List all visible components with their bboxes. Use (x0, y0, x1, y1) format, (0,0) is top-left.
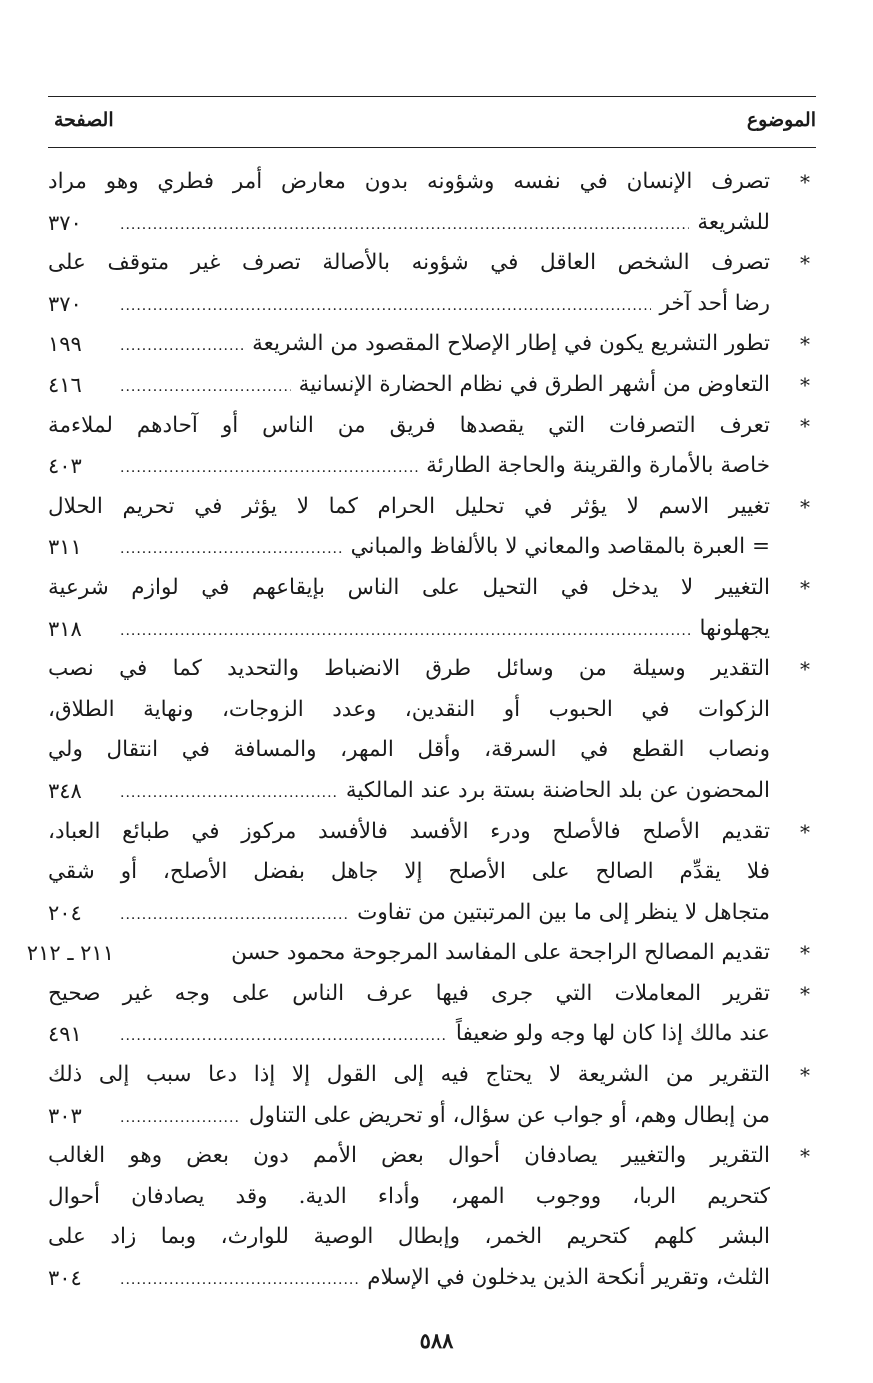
index-entry (48, 974, 816, 1055)
leader-dots (120, 324, 244, 365)
leader-dots (120, 203, 689, 244)
entry-text (120, 324, 770, 365)
index-entry (48, 365, 816, 406)
entry-page-number: ٣٠٣ (48, 1103, 82, 1128)
leader-dots (120, 933, 223, 974)
entry-page-number: ١٩٩ (48, 332, 82, 357)
index-page (26, 96, 816, 1299)
leader-dots (120, 446, 418, 487)
index-entry (26, 933, 816, 974)
leader-dots (120, 1014, 448, 1055)
entry-text-content: رضا أحد آخر (659, 290, 770, 316)
leader-dots (120, 771, 338, 812)
entry-bullet: * (800, 251, 810, 276)
entry-text (120, 893, 770, 934)
entry-line (48, 1136, 816, 1177)
entry-text (120, 527, 770, 568)
entry-bullet: * (800, 819, 810, 844)
entry-text-content: المحضون عن بلد الحاضنة بستة برد عند المالكية (345, 777, 770, 803)
entry-line (48, 446, 816, 487)
index-entry (48, 649, 816, 811)
index-entry (48, 1136, 816, 1298)
entry-text (120, 1014, 770, 1055)
leader-dots (120, 893, 349, 934)
entry-line (48, 243, 816, 284)
entry-text: ونصاب القطع في السرقة، وأقل المهر، والمسافة في انتقال ولي (48, 737, 770, 763)
entry-page-number: ٣٠٤ (48, 1266, 82, 1291)
entry-text-content: من إبطال وهم، أو جواب عن سؤال، أو تحريض على التناول (248, 1102, 770, 1128)
entry-line (48, 406, 816, 447)
index-header (48, 96, 816, 148)
entry-text: كتحريم الربا، ووجوب المهر، وأداء الدية. وقد يصادفان أحوال (48, 1183, 770, 1209)
entry-page-number: ٣٧٠ (48, 291, 82, 316)
entry-text-content: = العبرة بالمقاصد والمعاني لا بالألفاظ والمباني (350, 534, 770, 560)
entry-bullet: * (800, 657, 810, 682)
entry-bullet: * (800, 1063, 810, 1088)
entry-text-content: تطور التشريع يكون في إطار الإصلاح المقصود من الشريعة (252, 331, 770, 357)
leader-dots (120, 1258, 359, 1299)
entry-line (26, 933, 816, 974)
entry-text: تصرف الشخص العاقل في شؤونه بالأصالة تصرف غير متوقف على (48, 250, 770, 276)
entry-text: التغيير لا يدخل في التحيل على الناس بإيقاعهم في لوازم شرعية (48, 574, 770, 600)
entry-text (120, 284, 770, 325)
entry-line (48, 568, 816, 609)
entry-page-number: ٣٧٠ (48, 210, 82, 235)
entry-line (48, 730, 816, 771)
entry-text-content: التعاوض من أشهر الطرق في نظام الحضارة الإنسانية (298, 371, 770, 397)
leader-dots (120, 527, 343, 568)
entry-text (120, 1096, 770, 1137)
entry-line (48, 974, 816, 1015)
entry-text (120, 365, 770, 406)
entry-text: تصرف الإنسان في نفسه وشؤونه بدون معارض أمر فطري وهو مراد (48, 169, 770, 194)
entry-line (48, 771, 816, 812)
entry-bullet: * (800, 981, 810, 1006)
entry-bullet: * (800, 575, 810, 600)
entry-page-number: ٤١٦ (48, 372, 82, 397)
entry-text: تقديم الأصلح فالأصلح ودرء الأفسد فالأفسد مركوز في طبائع العباد، (48, 818, 770, 844)
entry-line (48, 284, 816, 325)
leader-dots (120, 365, 291, 406)
entry-line (48, 1014, 816, 1055)
entry-bullet: * (800, 413, 810, 438)
index-entry (48, 487, 816, 568)
entry-line (48, 812, 816, 853)
index-entry (48, 568, 816, 649)
entry-text (120, 446, 770, 487)
entry-line (48, 162, 816, 203)
entry-bullet: * (800, 1144, 810, 1169)
entry-text: البشر كلهم كتحريم الخمر، وإبطال الوصية للوارث، وبما زاد على (48, 1224, 770, 1250)
entry-bullet: * (800, 494, 810, 519)
entry-bullet: * (800, 941, 810, 966)
entry-line (48, 852, 816, 893)
entry-line (48, 365, 816, 406)
entry-line (48, 487, 816, 528)
leader-dots (120, 284, 651, 325)
entry-text: التقدير وسيلة من وسائل طرق الانضباط والتحديد كما في نصب (48, 656, 770, 682)
index-entry (48, 812, 816, 934)
entry-text (120, 1258, 770, 1299)
entry-bullet: * (800, 332, 810, 357)
page-number: ٥٨٨ (419, 1328, 454, 1353)
index-entry (48, 324, 816, 365)
index-entry (48, 406, 816, 487)
entry-line (48, 649, 816, 690)
entry-line (48, 1177, 816, 1218)
entry-line (48, 203, 816, 244)
entry-text: تقرير المعاملات التي جرى فيها عرف الناس على وجه غير صحيح (48, 980, 770, 1006)
index-entry (48, 1055, 816, 1136)
entry-text: التقرير من الشريعة لا يحتاج فيه إلى القول إلا إذا دعا سبب إلى ذلك (48, 1062, 770, 1088)
entry-text-content: الثلث، وتقرير أنكحة الذين يدخلون في الإسلام (367, 1265, 770, 1291)
entry-text: تعرف التصرفات التي يقصدها فريق من الناس أو آحادهم لملاءمة (48, 412, 770, 438)
entry-text-content: خاصة بالأمارة والقرينة والحاجة الطارئة (426, 453, 770, 479)
entry-text: الزكوات في الحبوب أو النقدين، وعدد الزوجات، ونهاية الطلاق، (48, 696, 770, 722)
index-entries (26, 162, 816, 1299)
entry-line (48, 324, 816, 365)
entry-text: فلا يقدِّم الصالح على الأصلح إلا جاهل بفضل الأصلح، أو شقي (48, 859, 770, 885)
entry-page-number: ٣٤٨ (48, 778, 82, 803)
index-entry (48, 243, 816, 324)
entry-text-content: متجاهل لا ينظر إلى ما بين المرتبتين من تفاوت (357, 899, 770, 925)
entry-text-content: يجهلونها (699, 615, 770, 641)
entry-page-number: ٢٠٤ (48, 900, 82, 925)
entry-bullet: * (800, 372, 810, 397)
entry-text (120, 771, 770, 812)
entry-line (48, 893, 816, 934)
entry-text: تغيير الاسم لا يؤثر في تحليل الحرام كما لا يؤثر في تحريم الحلال (48, 493, 770, 519)
leader-dots (120, 609, 692, 650)
entry-text (120, 933, 770, 974)
topic-column-heading: الموضوع (746, 109, 816, 131)
entry-text (120, 609, 770, 650)
index-entry (48, 162, 816, 243)
entry-line (48, 527, 816, 568)
entry-text-content: تقديم المصالح الراجحة على المفاسد المرجوحة محمود حسن (231, 940, 770, 966)
entry-page-number: ٤٠٣ (48, 454, 82, 479)
entry-text-content: عند مالك إذا كان لها وجه ولو ضعيفاً (455, 1021, 770, 1047)
entry-page-number: ٣١٨ (48, 616, 82, 641)
entry-line (48, 609, 816, 650)
entry-line (48, 690, 816, 731)
entry-line (48, 1096, 816, 1137)
entry-line (48, 1055, 816, 1096)
entry-page-number: ٤٩١ (48, 1022, 82, 1047)
page-column-heading: الصفحة (54, 109, 114, 131)
entry-line (48, 1258, 816, 1299)
entry-text: التقرير والتغيير يصادفان أحوال بعض الأمم دون بعض وهو الغالب (48, 1143, 770, 1169)
entry-page-number: ٢١١ ـ ٢١٢ (26, 941, 114, 966)
entry-bullet: * (800, 170, 810, 194)
entry-text (120, 203, 770, 244)
entry-page-number: ٣١١ (48, 535, 82, 560)
leader-dots (120, 1096, 241, 1137)
entry-text-content: للشريعة (697, 209, 770, 235)
entry-line (48, 1217, 816, 1258)
